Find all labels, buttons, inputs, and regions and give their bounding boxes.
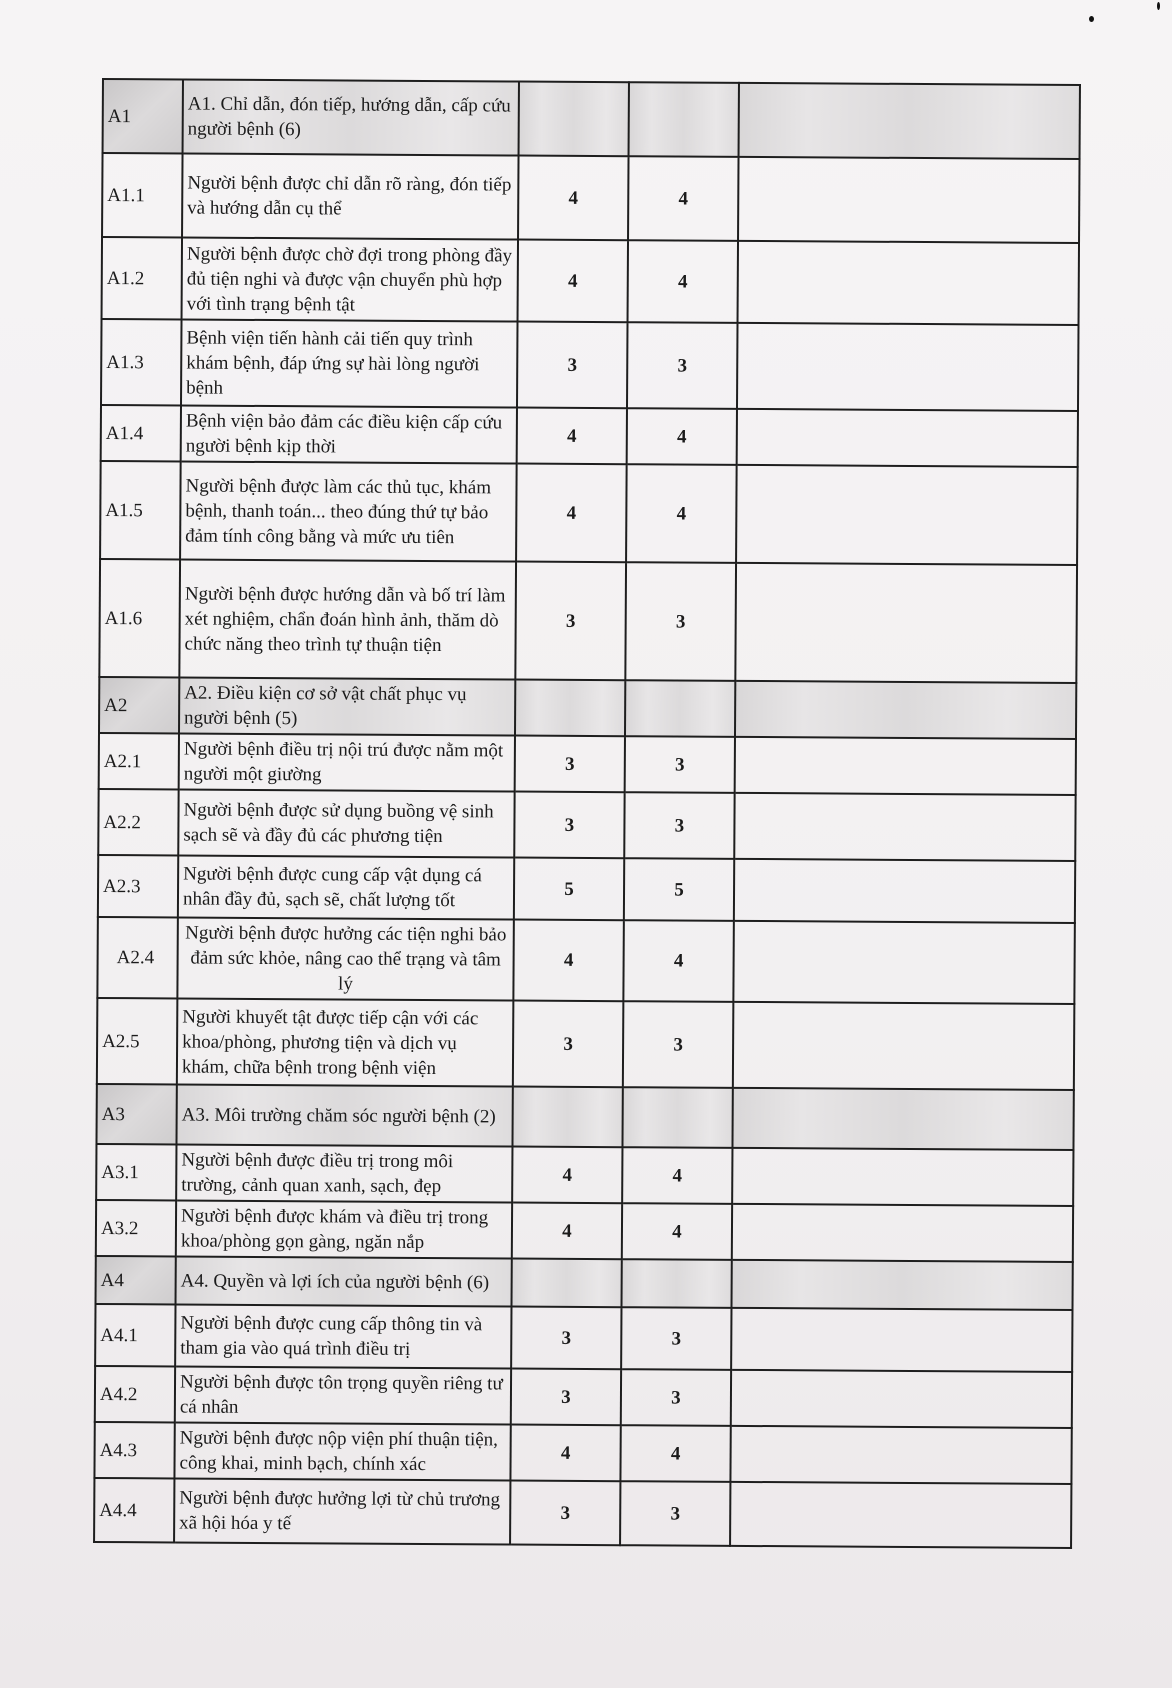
section-row [103, 79, 1080, 159]
note-cell [735, 737, 1076, 795]
row-code: A1.4 [101, 405, 181, 461]
row-code: A2.4 [97, 917, 177, 998]
row-code: A2.2 [98, 789, 178, 855]
score-cell [625, 680, 735, 737]
row-code: A3.2 [96, 1200, 176, 1256]
row-code: A4.4 [94, 1478, 174, 1542]
score-cell [622, 1087, 732, 1148]
table-row [101, 405, 1078, 467]
row-code: A1.5 [100, 461, 181, 559]
score-cell [622, 1259, 732, 1308]
score-cell [512, 1087, 622, 1148]
row-code: A3 [96, 1084, 176, 1144]
row-description: Người bệnh được chờ đợi trong phòng đầy đủ tiện nghi và được vận chuyển phù hợp với tình trạng bệnh tật [182, 237, 518, 321]
score-cell: 4 [620, 1425, 730, 1482]
row-description: Người bệnh được hưởng lợi từ chủ trương xã hội hóa y tế [174, 1478, 510, 1544]
row-description: Người khuyết tật được tiếp cận với các khoa/phòng, phương tiện và dịch vụ khám, chữa bệnh trong bệnh viện [177, 998, 514, 1086]
row-code: A4.1 [95, 1304, 175, 1366]
section-row [96, 1084, 1073, 1150]
note-cell [737, 409, 1078, 467]
row-description: Người bệnh được cung cấp thông tin và tham gia vào quá trình điều trị [175, 1304, 511, 1368]
score-cell: 4 [628, 156, 739, 241]
score-cell: 3 [625, 736, 735, 793]
row-code: A3.1 [96, 1144, 176, 1200]
table-row [98, 855, 1075, 923]
table-row [97, 917, 1074, 1004]
evaluation-table [93, 78, 1081, 1549]
table-row [95, 1304, 1072, 1372]
note-cell [731, 1370, 1072, 1428]
note-cell [738, 157, 1080, 243]
row-description: Người bệnh được chỉ dẫn rõ ràng, đón tiếp và hướng dẫn cụ thể [182, 153, 519, 239]
table-row [98, 789, 1075, 861]
scan-speck [1089, 16, 1094, 22]
note-cell [730, 1482, 1071, 1548]
score-cell: 4 [510, 1425, 620, 1482]
note-cell [734, 793, 1075, 861]
row-description: A1. Chỉ dẫn, đón tiếp, hướng dẫn, cấp cứu người bệnh (6) [183, 79, 519, 155]
note-cell [735, 563, 1077, 683]
row-code: A1.6 [99, 559, 180, 677]
row-code: A1 [103, 79, 183, 153]
score-cell: 3 [510, 1481, 620, 1546]
score-cell: 4 [623, 920, 733, 1002]
score-cell: 3 [517, 322, 628, 409]
table-row [96, 1144, 1073, 1206]
row-code: A2 [99, 677, 179, 733]
note-cell [731, 1308, 1072, 1372]
note-cell [730, 1426, 1071, 1484]
score-cell [519, 82, 629, 157]
score-cell: 3 [514, 792, 624, 859]
score-cell: 3 [511, 1369, 621, 1426]
score-cell: 3 [515, 562, 626, 681]
row-description: Người bệnh được cung cấp vật dụng cá nhân đầy đủ, sạch sẽ, chất lượng tốt [178, 855, 514, 919]
score-cell: 3 [620, 1481, 730, 1546]
section-row [96, 1256, 1073, 1310]
note-cell [736, 465, 1078, 565]
score-cell: 4 [628, 240, 738, 323]
score-cell: 4 [622, 1203, 732, 1260]
row-description: Bệnh viện bảo đảm các điều kiện cấp cứu người bệnh kịp thời [181, 405, 517, 463]
row-code: A1.3 [101, 319, 182, 405]
score-cell: 3 [623, 1001, 734, 1088]
score-cell: 3 [627, 322, 738, 409]
score-cell: 4 [516, 464, 627, 563]
table-row [102, 237, 1079, 325]
row-code: A2.5 [97, 998, 178, 1084]
row-code: A4 [96, 1256, 176, 1304]
score-cell [512, 1259, 622, 1308]
row-code: A2.1 [99, 733, 179, 789]
row-description: Người bệnh được nộp viện phí thuận tiện, công khai, minh bạch, chính xác [174, 1422, 510, 1480]
note-cell [738, 241, 1079, 325]
score-cell: 4 [518, 240, 628, 323]
row-description: Người bệnh được điều trị trong môi trường, cảnh quan xanh, sạch, đẹp [176, 1144, 512, 1202]
row-description: Người bệnh được làm các thủ tục, khám bệnh, thanh toán... theo đúng thứ tự bảo đảm tính công bằng và mức ưu tiên [180, 461, 517, 561]
score-cell: 4 [512, 1203, 622, 1260]
note-cell [737, 323, 1079, 411]
row-code: A4.3 [94, 1422, 174, 1478]
score-cell: 3 [621, 1307, 731, 1370]
table-row [100, 461, 1078, 565]
score-cell: 4 [626, 464, 737, 563]
row-description: A4. Quyền và lợi ích của người bệnh (6) [176, 1256, 512, 1306]
row-description: Người bệnh được hướng dẫn và bố trí làm xét nghiệm, chẩn đoán hình ảnh, thăm dò chức năng theo trình tự thuận tiện [179, 559, 516, 679]
table-row [101, 319, 1079, 411]
score-cell: 4 [518, 156, 629, 241]
table-row [96, 1200, 1073, 1262]
row-description: Bệnh viện tiến hành cải tiến quy trình khám bệnh, đáp ứng sự hài lòng người bệnh [181, 319, 518, 407]
row-description: Người bệnh được tôn trọng quyền riêng tư cá nhân [175, 1366, 511, 1424]
note-cell [739, 83, 1080, 159]
note-cell [731, 1260, 1072, 1310]
row-code: A2.3 [98, 855, 178, 917]
scan-speck [1157, 2, 1160, 10]
row-description: Người bệnh được hưởng các tiện nghi bảo đảm sức khỏe, nâng cao thể trạng và tâm lý [177, 917, 513, 1000]
note-cell [732, 1204, 1073, 1262]
note-cell [733, 921, 1074, 1004]
section-row [99, 677, 1076, 739]
score-cell: 3 [515, 736, 625, 793]
score-cell: 3 [513, 1001, 624, 1088]
score-cell: 4 [513, 920, 623, 1002]
table-row [97, 998, 1075, 1090]
score-cell: 5 [514, 858, 624, 921]
score-cell: 4 [517, 408, 627, 465]
row-code: A4.2 [95, 1366, 175, 1422]
note-cell [735, 681, 1076, 739]
score-cell: 4 [512, 1147, 622, 1204]
row-code: A1.2 [102, 237, 182, 319]
table-row [99, 559, 1077, 683]
note-cell [734, 859, 1075, 923]
table-row [94, 1422, 1071, 1484]
score-cell: 4 [622, 1147, 732, 1204]
note-cell [733, 1002, 1075, 1090]
row-description: A3. Môi trường chăm sóc người bệnh (2) [176, 1084, 512, 1146]
row-description: Người bệnh điều trị nội trú được nằm một người một giường [179, 733, 515, 791]
score-cell: 3 [621, 1369, 731, 1426]
score-cell: 5 [624, 858, 734, 921]
score-cell: 3 [625, 562, 736, 681]
row-code: A1.1 [102, 153, 183, 237]
score-cell: 4 [627, 408, 737, 465]
table-row [95, 1366, 1072, 1428]
score-cell [515, 680, 625, 737]
table-row [94, 1478, 1071, 1548]
row-description: Người bệnh được khám và điều trị trong khoa/phòng gọn gàng, ngăn nắp [176, 1200, 512, 1258]
table-row [102, 153, 1079, 243]
table-row [99, 733, 1076, 795]
note-cell [732, 1088, 1073, 1150]
score-cell: 3 [624, 792, 734, 859]
score-cell: 3 [511, 1307, 621, 1370]
row-description: A2. Điều kiện cơ sở vật chất phục vụ người bệnh (5) [179, 677, 515, 735]
score-cell [629, 82, 739, 157]
note-cell [732, 1148, 1073, 1206]
row-description: Người bệnh được sử dụng buồng vệ sinh sạch sẽ và đầy đủ các phương tiện [178, 789, 514, 857]
